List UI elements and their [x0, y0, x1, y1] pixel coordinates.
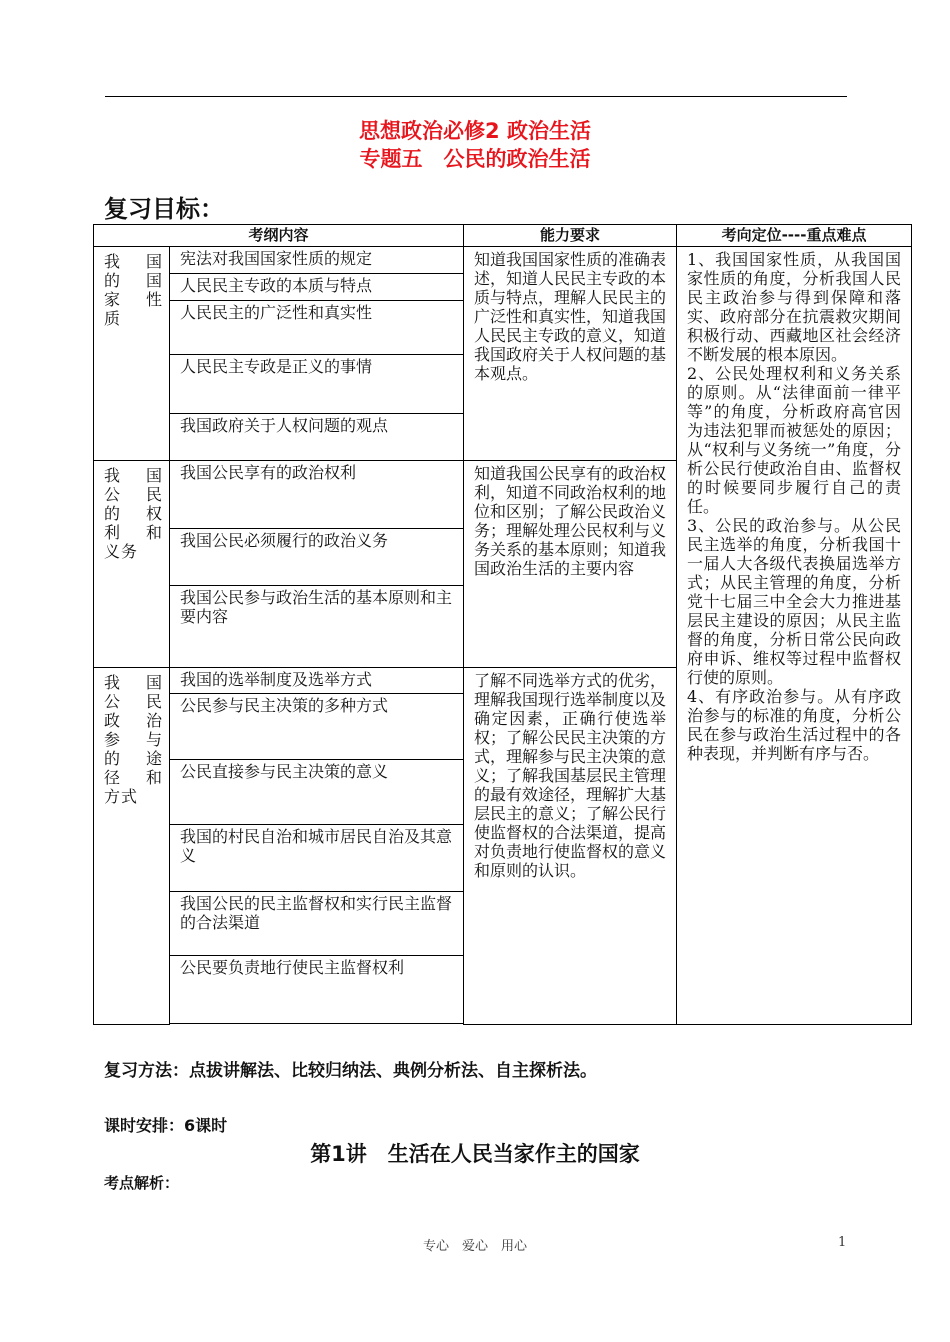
- category-political-participation: 我 国 公 民 政 治 参 与 的 途 径 和 方式: [94, 668, 170, 1025]
- table-header-row: [94, 225, 912, 247]
- section-title: 复习目标：: [104, 195, 224, 223]
- syllabus-item: 我国公民参与政治生活的基本原则和主要内容: [170, 586, 464, 668]
- focus-text: 1、我国国家性质，从我国国家性质的角度，分析我国人民民主政治参与得到保障和落实、政府部分在抗震救灾期间积极行动、西藏地区社会经济不断发展的根本原因。 2、公民处理权利和义务关系的原则。从“法律面前一律平等”的角度，分析政府高官因为违法犯罪而被惩处的原因；从“权利与义务统一”角度，分析公民行使政治自由、监督权的时候要同步履行自己的责任。 3、公民的政治参与。从公民民主选举的角度，分析我国十一届人大各级代表换届选举方式；从民主管理的角度，分析党十七届三中全会大力推进基层民主建设的原因；从民主监督的角度，分析日常公民向政府申诉、维权等过程中监督权行使的原则。 4、有序政治参与。从有序政治参与的标准的角度，分析公民在参与政治生活过程中的各种表现，并判断有序与否。: [677, 247, 912, 1025]
- syllabus-item: 人民民主的广泛性和真实性: [170, 301, 464, 355]
- header-rule: [105, 96, 847, 97]
- syllabus-item: 人民民主专政的本质与特点: [170, 274, 464, 301]
- review-goals-table: [93, 224, 912, 1025]
- syllabus-item: 我国政府关于人权问题的观点: [170, 414, 464, 461]
- syllabus-item: 我国的选举制度及选举方式: [170, 668, 464, 694]
- header-focus: 考向定位----重点难点: [677, 225, 912, 247]
- syllabus-item: 人民民主专政是正义的事情: [170, 355, 464, 414]
- syllabus-item: 我国的村民自治和城市居民自治及其意义: [170, 825, 464, 892]
- header-ability: 能力要求: [464, 225, 677, 247]
- document-title: 思想政治必修2 政治生活: [359, 119, 591, 143]
- table-row: [94, 247, 912, 274]
- page-number: 1: [838, 1235, 847, 1250]
- syllabus-item: 我国公民享有的政治权利: [170, 461, 464, 529]
- syllabus-item: 我国公民必须履行的政治义务: [170, 529, 464, 586]
- syllabus-item: 公民直接参与民主决策的意义: [170, 760, 464, 825]
- syllabus-item: 宪法对我国国家性质的规定: [170, 247, 464, 274]
- review-method: 复习方法：点拔讲解法、比较归纳法、典例分析法、自主探析法。: [104, 1061, 597, 1081]
- analysis-label: 考点解析：: [104, 1174, 180, 1192]
- syllabus-item: 我国公民的民主监督权和实行民主监督的合法渠道: [170, 892, 464, 956]
- class-schedule: 课时安排：6课时: [104, 1116, 228, 1135]
- ability-text: 知道我国公民享有的政治权利，知道不同政治权利的地位和区别；了解公民政治义务；理解处理公民权利与义务关系的基本原则；知道我国政治生活的主要内容: [464, 461, 677, 668]
- category-citizen-rights: 我 国 公 民 的 权 利 和 义务: [94, 461, 170, 668]
- ability-text: 了解不同选举方式的优劣，理解我国现行选举制度以及确定因素，正确行使选举权；了解公民民主决策的方式，理解参与民主决策的意义；了解我国基层民主管理的最有效途径，理解扩大基层民主的意义；了解公民行使监督权的合法渠道，提高对负责地行使监督权的意义和原则的认识。: [464, 668, 677, 1025]
- document-subtitle: 专题五 公民的政治生活: [359, 147, 591, 171]
- footer-motto: 专心 爱心 用心: [422, 1239, 527, 1254]
- syllabus-item: 公民参与民主决策的多种方式: [170, 694, 464, 760]
- ability-text: 知道我国国家性质的准确表述，知道人民民主专政的本质与特点，理解人民民主的广泛性和真实性，知道我国人民民主专政的意义，知道我国政府关于人权问题的基本观点。: [464, 247, 677, 461]
- syllabus-item: 公民要负责地行使民主监督权利: [170, 956, 464, 1024]
- header-syllabus: 考纲内容: [94, 225, 464, 247]
- category-state-nature: 我 国 的 国 家 性 质: [94, 247, 170, 461]
- lecture-title: 第1讲 生活在人民当家作主的国家: [310, 1142, 640, 1166]
